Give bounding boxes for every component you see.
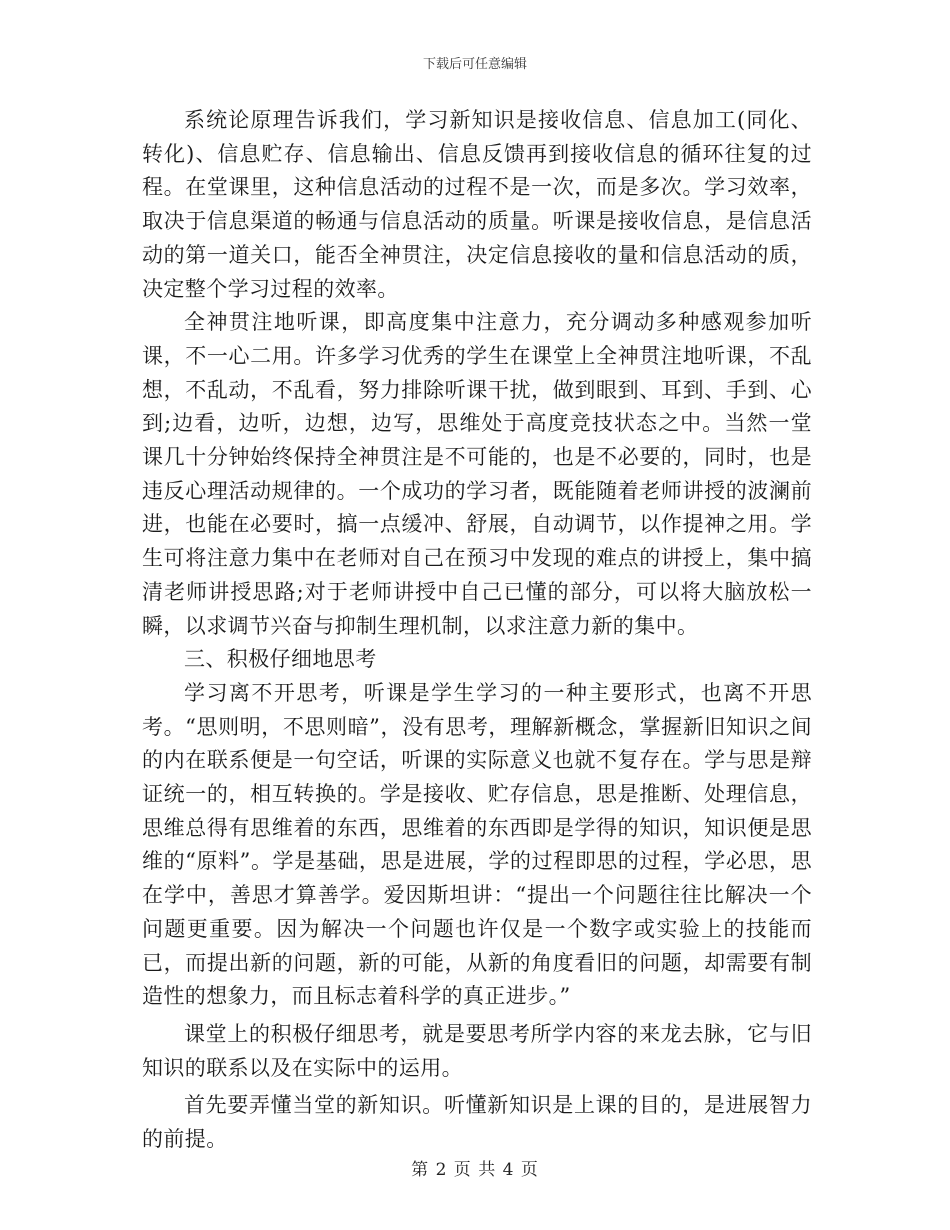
paragraph-system-theory: 系统论原理告诉我们，学习新知识是接收信息、信息加工(同化、转化)、信息贮存、信息输出、信息反馈再到接收信息的循环往复的过程。在堂课里，这种信息活动的过程不是一次，而是多次。学习效率，取决于信息渠道的畅通与信息活动的质量。听课是接收信息，是信息活动的第一道关口，能否全神贯注，决定信息接收的量和信息活动的质，决定整个学习过程的效率。 bbox=[142, 108, 812, 301]
page-header-note: 下载后可任意编辑 bbox=[422, 57, 527, 72]
paragraph-learning-thinking: 学习离不开思考，听课是学生学习的一种主要形式，也离不开思考。“思则明，不思则暗”，没有思考，理解新概念，掌握新旧知识之间的内在联系便是一句空话，听课的实际意义也就不复存在。学与思是辩证统一的，相互转换的。学是接收、贮存信息，思是推断、处理信息，思维总得有思维着的东西，思维着的东西即是学得的知识，知识便是思维的“原料”。学是基础，思是进展，学的过程即思的过程，学必思，思在学中，善思才算善学。爱因斯坦讲：“提出一个问题往往比解决一个问题更重要。因为解决一个问题也许仅是一个数字或实验上的技能而已，而提出新的问题，新的可能，从新的角度看旧的问题，却需要有制造性的想象力，而且标志着科学的真正进步。” bbox=[142, 680, 812, 1009]
document-body bbox=[142, 104, 812, 1157]
section-heading-thinking: 三、积极仔细地思考 bbox=[184, 647, 377, 672]
paragraph-full-attention: 全神贯注地听课，即高度集中注意力，充分调动多种感观参加听课，不一心二用。许多学习优秀的学生在课堂上全神贯注地听课，不乱想，不乱动，不乱看，努力排除听课干扰，做到眼到、耳到、手到、心到;边看，边听，边想，边写，思维处于高度竞技状态之中。当然一堂课几十分钟始终保持全神贯注是不可能的，也是不必要的，同时，也是违反心理活动规律的。一个成功的学习者，既能随着老师讲授的波澜前进，也能在必要时，搞一点缓冲、舒展，自动调节，以作提神之用。学生可将注意力集中在老师对自己在预习中发现的难点的讲授上，集中搞清老师讲授思路;对于老师讲授中自己已懂的部分，可以将大脑放松一瞬，以求调节兴奋与抑制生理机制，以求注意力新的集中。 bbox=[142, 310, 812, 638]
paragraph-classroom-thinking: 课堂上的积极仔细思考，就是要思考所学内容的来龙去脉，它与旧知识的联系以及在实际中的运用。 bbox=[142, 1021, 812, 1080]
paragraph-understand-new-knowledge: 首先要弄懂当堂的新知识。听懂新知识是上课的目的，是进展智力的前提。 bbox=[142, 1093, 812, 1152]
page-number-footer: 第 2 页 共 4 页 bbox=[411, 1160, 539, 1180]
